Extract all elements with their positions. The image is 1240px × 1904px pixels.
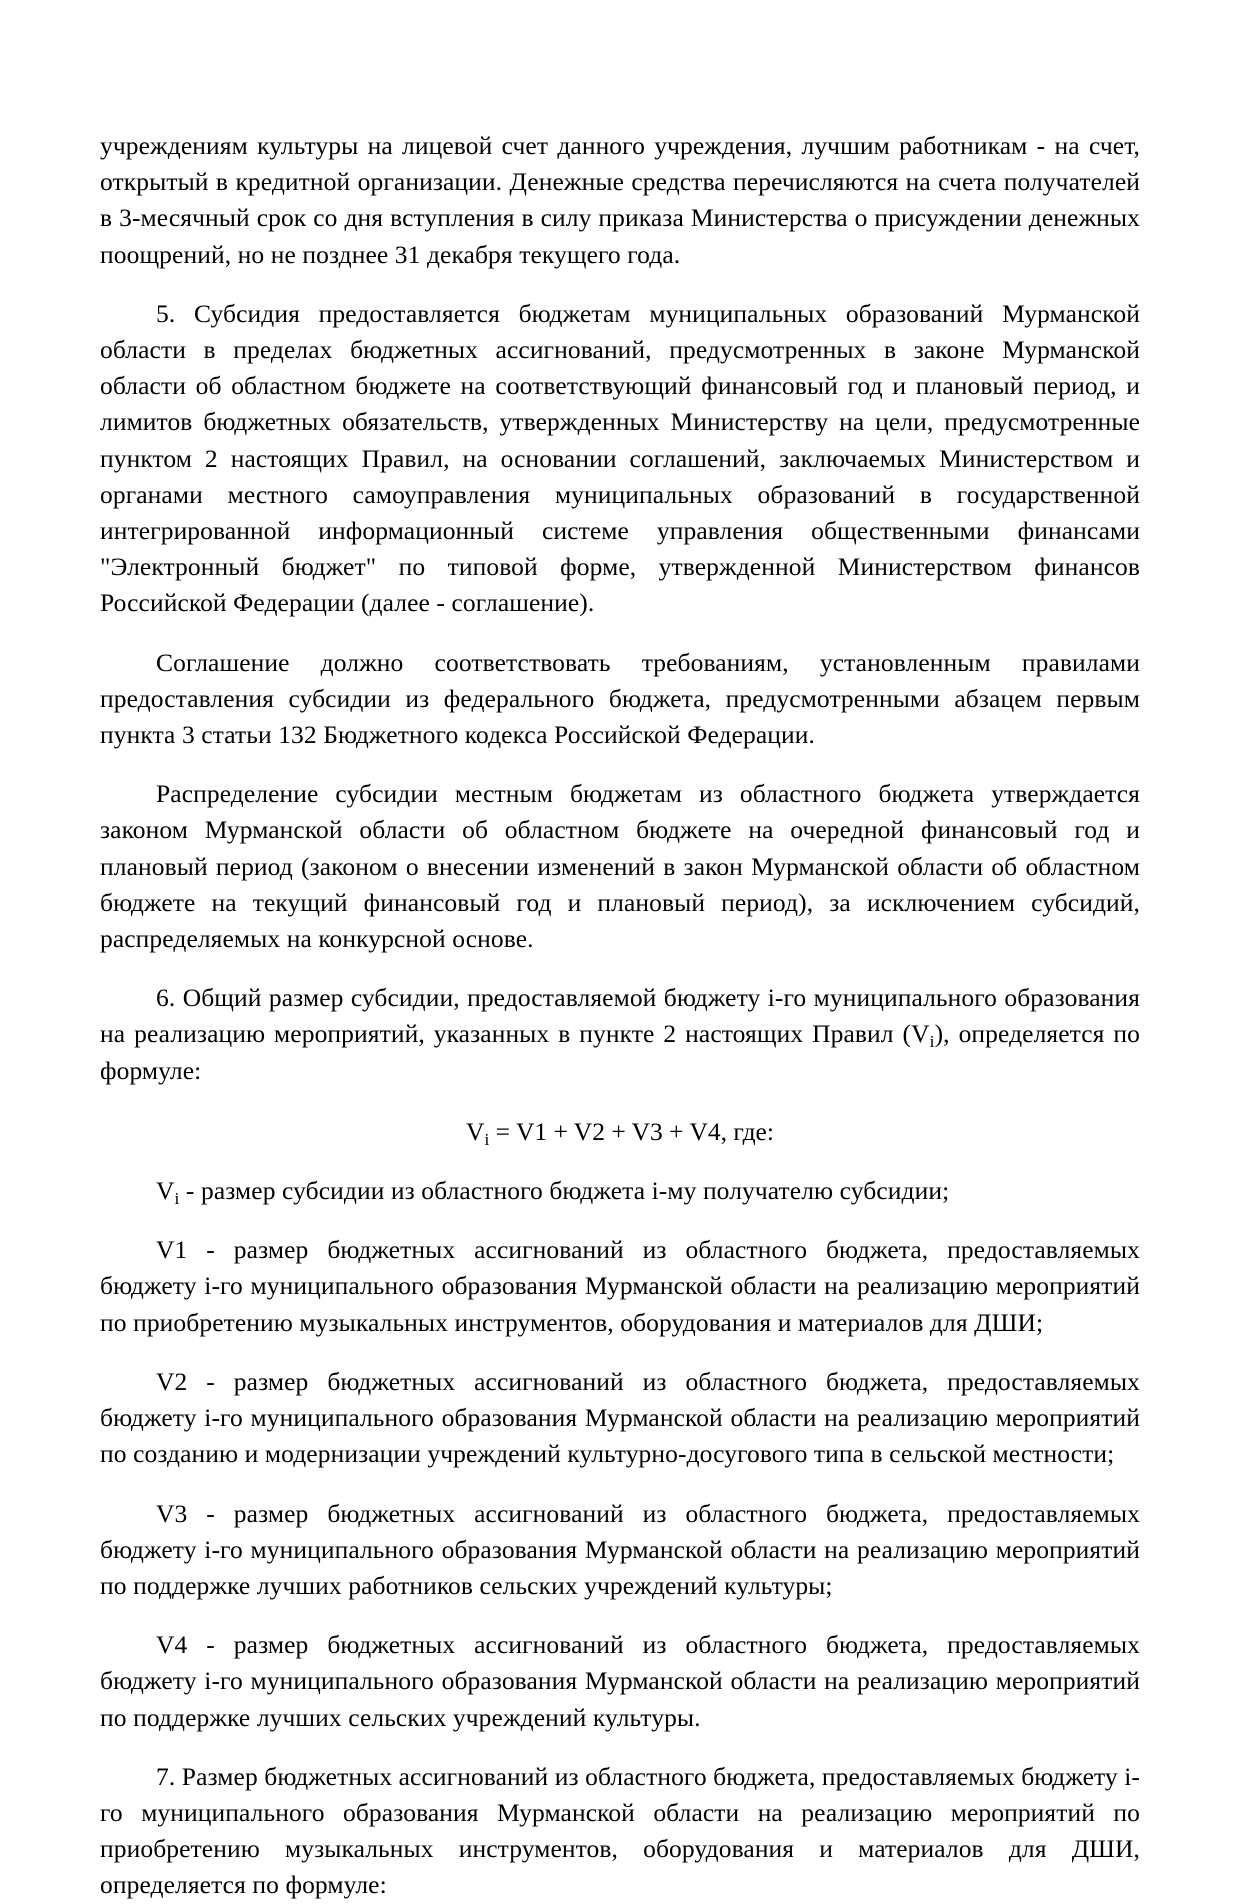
definition-v1-text: - размер бюджетных ассигнований из областного бюджета, предоставляемых бюджету i-го муниципального образования Мурманской области на реализацию мероприятий по приобретению музыкальных инструментов, оборудования и материалов для ДШИ; [100,1235,1140,1337]
definition-v2-text: - размер бюджетных ассигнований из областного бюджета, предоставляемых бюджету i-го муниципального образования Мурманской области на реализацию мероприятий по созданию и модернизации учреждений культурно-досугового типа в сельской местности; [100,1366,1140,1469]
paragraph-continuation: учреждениям культуры на лицевой счет данного учреждения, лучшим работникам - на счет, открытый в кредитной организации. Денежные средства перечисляются на счета получателей в 3-месячный срок со дня вступления в силу приказа Министерства о присуждении денежных поощрений, но не позднее 31 декабря текущего года. [100,131,1140,269]
document-body [100,128,1140,1904]
paragraph-agreement-requirements: Соглашение должно соответствовать требованиям, установленным правилами предоставления субсидии из федерального бюджета, предусмотренными абзацем первым пункта 3 статьи 132 Бюджетного кодекса Российской Федерации. [100,647,1140,750]
definition-vi-text: - размер субсидии из областного бюджета i-му получателю субсидии; [179,1176,950,1206]
definition-vi-symbol-subscript: i [174,1188,180,1208]
definition-v2 [100,1364,1140,1473]
item-6-symbol-base: V [911,1019,930,1049]
definition-v2-symbol: V2 [156,1366,188,1396]
formula-lhs-base: V [466,1116,485,1146]
definition-v4 [100,1627,1140,1736]
definition-v1 [100,1232,1140,1341]
paragraph-item-5: 5. Субсидия предоставляется бюджетам муниципальных образований Мурманской области в пределах бюджетных ассигнований, предусмотренных в законе Мурманской области об областном бюджете на соответствующий финансовый год и плановый период, и лимитов бюджетных обязательств, утвержденных Министерству на цели, предусмотренные пунктом 2 настоящих Правил, на основании соглашений, заключаемых Министерством и органами местного самоуправления муниципальных образований в государственной интегрированной информационный системе управления общественными финансами "Электронный бюджет" по типовой форме, утвержденной Министерством финансов Российской Федерации (далее - соглашение). [100,298,1140,618]
definition-v4-text: - размер бюджетных ассигнований из областного бюджета, предоставляемых бюджету i-го муниципального образования Мурманской области на реализацию мероприятий по поддержке лучших сельских учреждений культуры. [100,1630,1140,1732]
definition-v1-symbol: V1 [156,1235,188,1265]
paragraph-item-6 [100,980,1140,1089]
formula-lhs [466,1116,490,1149]
formula-lhs-subscript: i [484,1129,490,1149]
definition-v3-symbol: V3 [156,1498,188,1528]
definition-vi-symbol-base: V [156,1176,175,1206]
item-6-symbol-vi [911,1019,935,1052]
definition-vi-symbol [156,1176,180,1208]
formula-rhs: = V1 + V2 + V3 + V4, где: [489,1116,774,1146]
paragraph-distribution: Распределение субсидии местным бюджетам из областного бюджета утверждается законом Мурманской области об областном бюджете на очередной финансовый год и плановый период (законом о внесении изменений в закон Мурманской области об областном бюджете на текущий финансовый год и плановый период), за исключением субсидий, распределяемых на конкурсной основе. [100,779,1140,954]
formula-vi [100,1114,1140,1150]
definition-v4-symbol: V4 [156,1630,188,1660]
definition-v3 [100,1496,1140,1605]
item-6-text-after: ), определяется по формуле: [100,1019,1140,1085]
definition-v3-text: - размер бюджетных ассигнований из областного бюджета, предоставляемых бюджету i-го муниципального образования Мурманской области на реализацию мероприятий по поддержке лучших работников сельских учреждений культуры; [100,1498,1140,1600]
paragraph-item-7: 7. Размер бюджетных ассигнований из областного бюджета, предоставляемых бюджету i-го муниципального образования Мурманской области на реализацию мероприятий по приобретению музыкальных инструментов, оборудования и материалов для ДШИ, определяется по формуле: [100,1761,1141,1900]
item-6-text-before: 6. Общий размер субсидии, предоставляемой бюджету i-го муниципального образования на реализацию мероприятий, указанных в пункте 2 настоящих Правил ( [100,983,1140,1049]
definition-vi [100,1173,1140,1209]
item-6-symbol-subscript: i [929,1032,935,1052]
